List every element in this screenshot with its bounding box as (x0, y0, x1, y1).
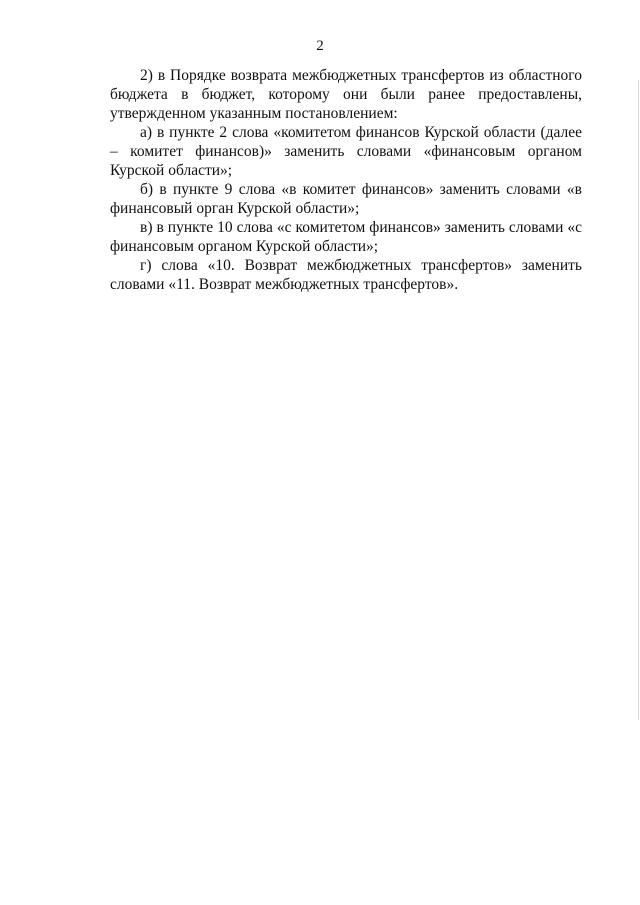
page-number: 2 (316, 38, 324, 54)
paragraph-item-2: 2) в Порядке возврата межбюджетных трансфертов из областного бюджета в бюджет, которому они были ранее предоставлены, утвержденном указанным постановлением: (110, 67, 582, 122)
document-body (110, 66, 582, 294)
paragraph-subitem-g: г) слова «10. Возврат межбюджетных трансфертов» заменить словами «11. Возврат межбюджетных трансфертов». (110, 257, 582, 293)
paragraph-subitem-b: б) в пункте 9 слова «в комитет финансов» заменить словами «в финансовый орган Курской области»; (110, 181, 582, 217)
scan-edge-line (638, 80, 639, 720)
paragraph-subitem-v: в) в пункте 10 слова «с комитетом финансов» заменить словами «с финансовым органом Курской области»; (110, 219, 582, 255)
paragraph-subitem-a: а) в пункте 2 слова «комитетом финансов Курской области (далее – комитет финансов)» заменить словами «финансовым органом Курской области»; (110, 124, 582, 179)
